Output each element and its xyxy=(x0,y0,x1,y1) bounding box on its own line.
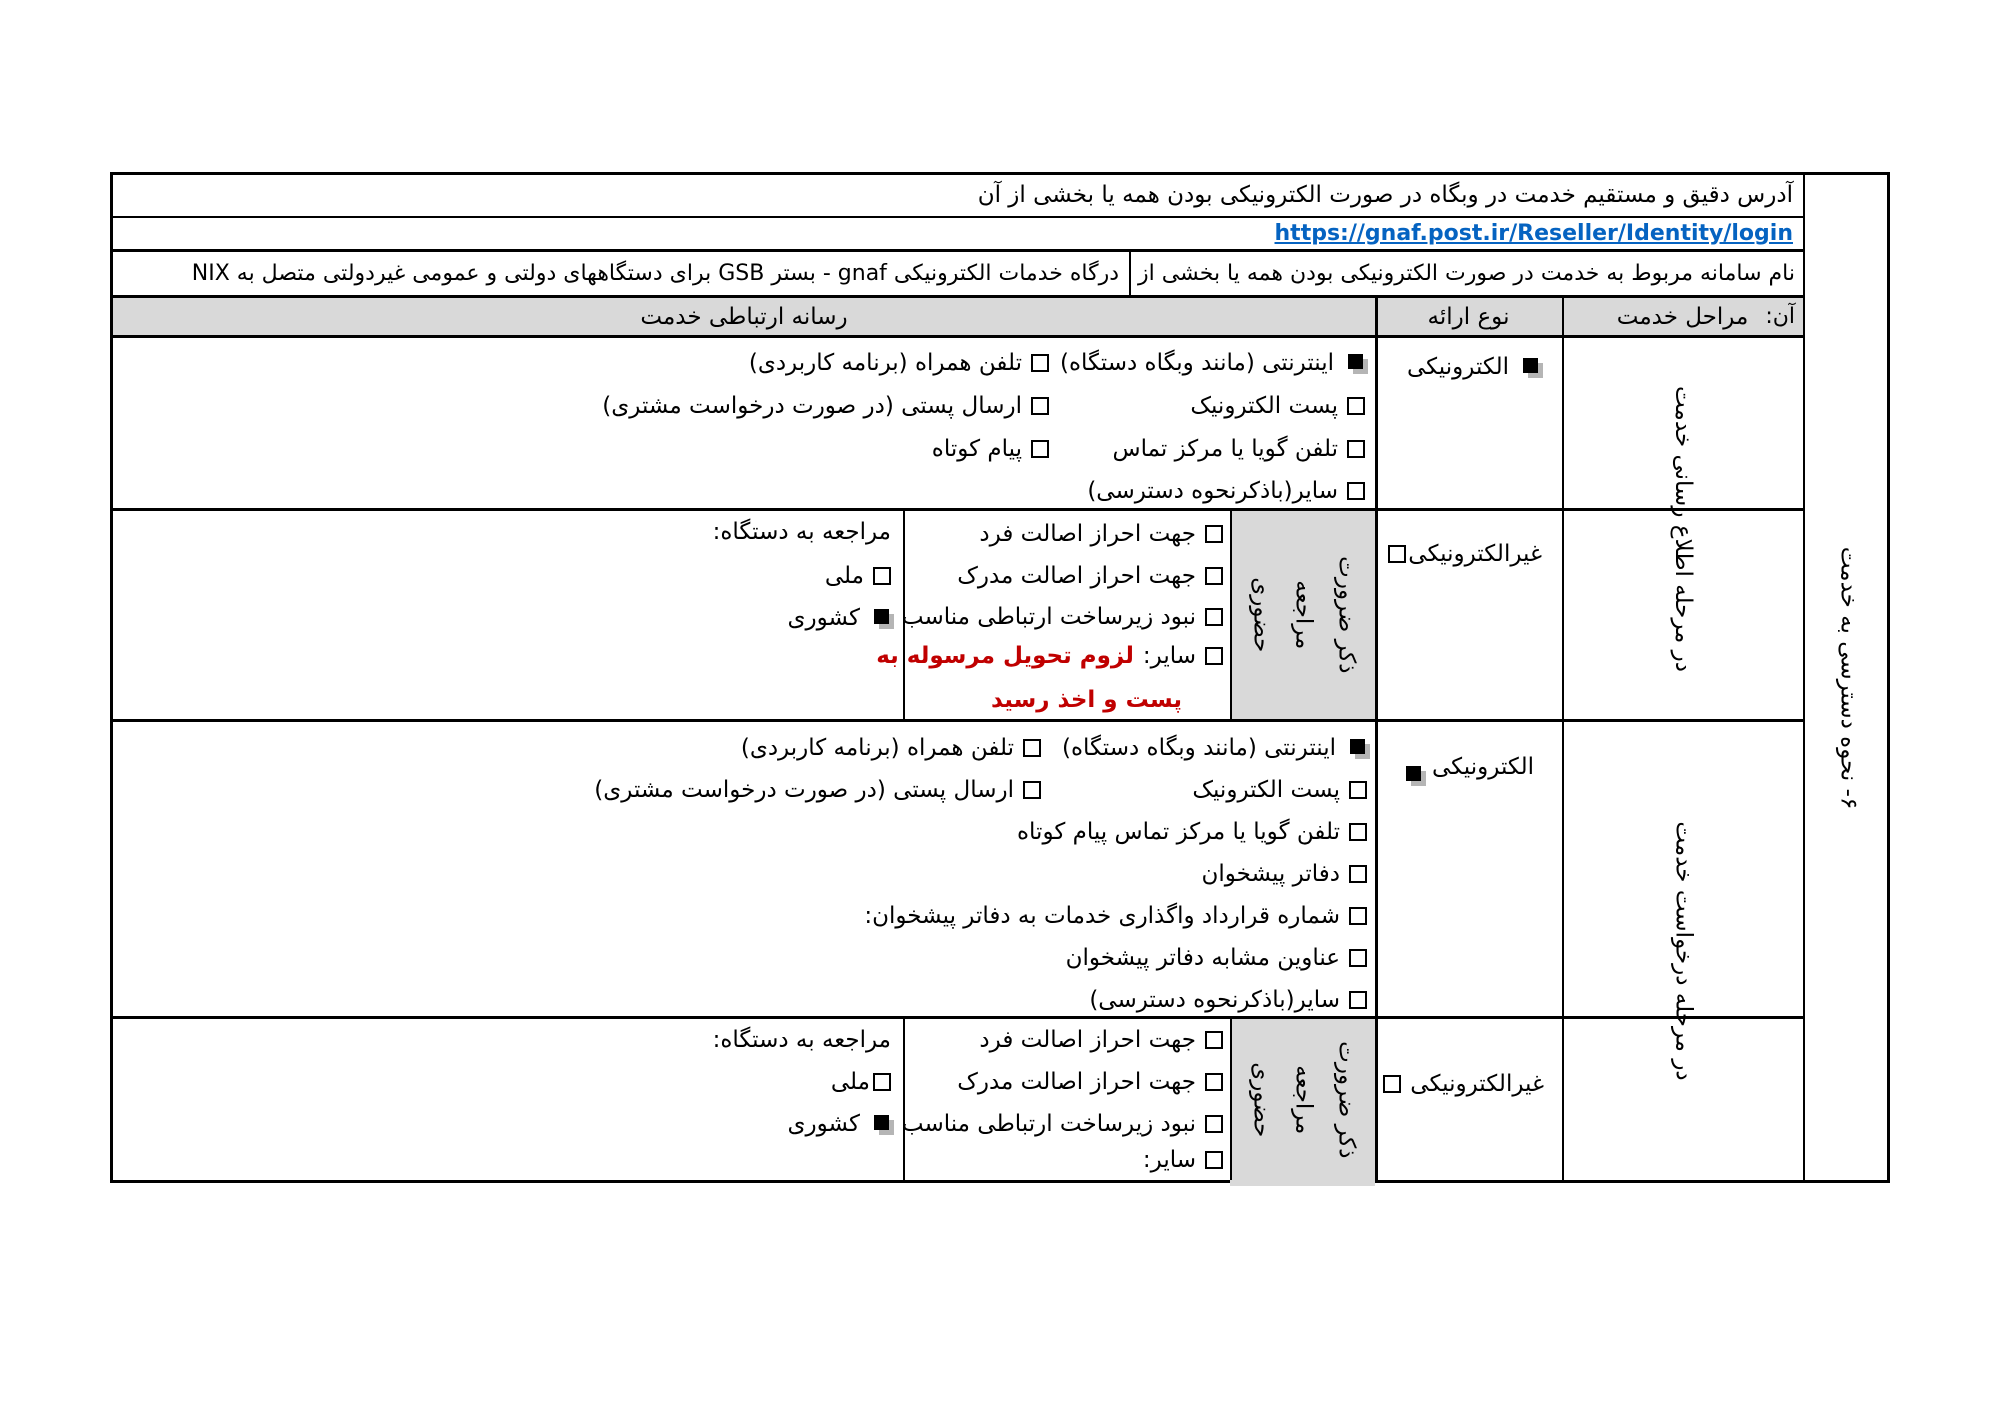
option-label: اینترنتی (مانند وبگاه دستگاه) xyxy=(1062,735,1336,761)
service-url-label: آدرس دقیق و مستقیم خدمت در وبگاه در صورت الکترونیکی بودن همه یا بخشی از آن xyxy=(977,182,1793,208)
checkbox-no-infrastructure[interactable] xyxy=(1205,1115,1223,1133)
type-cell-info-nonelectronic xyxy=(1378,511,1562,719)
option-label: پست الکترونیک xyxy=(1190,393,1338,419)
reason-label: جهت احراز اصالت فرد xyxy=(979,521,1196,547)
media-cell-info-electronic xyxy=(113,338,1375,508)
checkbox-identity-document[interactable] xyxy=(1205,1073,1223,1091)
checkbox-similar-offices[interactable] xyxy=(1349,949,1367,967)
checkbox-visit-national[interactable] xyxy=(873,567,891,585)
reasons-cell-request xyxy=(903,1019,1230,1180)
type-cell-info-electronic xyxy=(1378,338,1562,508)
checkbox-internet[interactable] xyxy=(1348,354,1363,369)
visit-cell-request xyxy=(113,1019,903,1180)
gray-reason-line1: ذکر ضرورت مراجعه xyxy=(1290,556,1360,674)
option-label: شماره قرارداد واگذاری خدمات به دفاتر پیشخوان: xyxy=(864,903,1340,929)
gray-reason-line2: حضوری xyxy=(1248,577,1275,653)
column-header-media: رسانه ارتباطی خدمت xyxy=(640,303,848,330)
type-cell-request-nonelectronic xyxy=(1378,1019,1562,1180)
checkbox-mobile-app[interactable] xyxy=(1031,354,1049,372)
visit-option-label: ملی xyxy=(830,1069,870,1095)
reason-label: جهت احراز اصالت مدرک xyxy=(957,563,1196,589)
checkbox-sms[interactable] xyxy=(1031,440,1049,458)
checkbox-request-electronic[interactable] xyxy=(1406,766,1421,781)
reason-label: نبود زیرساخت ارتباطی مناسب xyxy=(901,1111,1196,1137)
option-label: سایر(باذکرنحوه دسترسی) xyxy=(1089,987,1340,1013)
reason-label: جهت احراز اصالت مدرک xyxy=(957,1069,1196,1095)
option-label: دفاتر پیشخوان xyxy=(1201,861,1340,887)
media-cell-request-electronic xyxy=(113,722,1375,1016)
visit-cell-info xyxy=(113,511,903,719)
stage-info-label: در مرحله اطلاع رسانی خدمت xyxy=(1670,385,1697,672)
checkbox-visit-country[interactable] xyxy=(874,609,889,624)
service-access-table xyxy=(110,172,1890,1183)
checkbox-ivr-sms[interactable] xyxy=(1349,823,1367,841)
option-label: ارسال پستی (در صورت درخواست مشتری) xyxy=(602,393,1022,419)
system-name-label: نام سامانه مربوط به خدمت در صورت الکترونیکی بودن همه یا بخشی از آن: xyxy=(1138,261,1795,329)
stage-info-label-cell xyxy=(1564,338,1803,719)
option-label: عناوین مشابه دفاتر پیشخوان xyxy=(1065,945,1340,971)
option-label: تلفن گویا یا مرکز تماس پیام کوتاه xyxy=(1017,819,1340,845)
stage-request-label-cell xyxy=(1564,722,1803,1180)
type-label: الکترونیکی xyxy=(1406,354,1509,380)
visit-option-label: ملی xyxy=(824,563,864,589)
checkbox-identity-document[interactable] xyxy=(1205,567,1223,585)
option-label: تلفن همراه (برنامه کاربردی) xyxy=(740,735,1014,761)
checkbox-email[interactable] xyxy=(1347,397,1365,415)
type-label: غیرالکترونیکی xyxy=(1408,541,1542,567)
checkbox-no-infrastructure[interactable] xyxy=(1205,608,1223,626)
checkbox-contract-number[interactable] xyxy=(1349,907,1367,925)
service-url-link[interactable]: https://gnaf.post.ir/Reseller/Identity/login xyxy=(1274,221,1793,246)
checkbox-visit-country[interactable] xyxy=(874,1115,889,1130)
reason-other-value-line2: پست و اخذ رسید xyxy=(991,687,1182,713)
checkbox-identity-person[interactable] xyxy=(1205,1031,1223,1049)
system-name-value: درگاه خدمات الکترونیکی gnaf - بستر GSB برای دستگاههای دولتی و عمومی غیردولتی متصل به NIX xyxy=(191,261,1119,286)
column-header-stages: مراحل خدمت xyxy=(1616,303,1749,330)
option-label: تلفن همراه (برنامه کاربردی) xyxy=(748,350,1022,376)
section-6-access-label: ۶- نحوه دسترسی به خدمت xyxy=(1834,546,1861,809)
visit-option-label: کشوری xyxy=(787,1111,860,1137)
checkbox-visit-national[interactable] xyxy=(873,1073,891,1091)
checkbox-request-nonelectronic[interactable] xyxy=(1383,1075,1401,1093)
option-label: پیام کوتاه xyxy=(931,436,1022,462)
column-header-type: نوع ارائه xyxy=(1427,303,1510,330)
option-label: ارسال پستی (در صورت درخواست مشتری) xyxy=(594,777,1014,803)
type-cell-request-electronic xyxy=(1378,722,1562,1016)
checkbox-counter-offices[interactable] xyxy=(1349,865,1367,883)
reason-label: جهت احراز اصالت فرد xyxy=(979,1027,1196,1053)
reason-label: سایر: xyxy=(1142,1147,1196,1173)
checkbox-reason-other[interactable] xyxy=(1205,1151,1223,1169)
stage-request-label: در مرحله درخواست خدمت xyxy=(1670,821,1697,1081)
gray-reason-line1: ذکر ضرورت xyxy=(1333,1040,1360,1159)
gray-reason-header-request xyxy=(1232,1019,1375,1180)
reason-label: نبود زیرساخت ارتباطی مناسب xyxy=(901,604,1196,630)
reasons-cell-info xyxy=(876,511,1230,719)
option-label: تلفن گویا یا مرکز تماس xyxy=(1112,436,1338,462)
visit-title: مراجعه به دستگاه: xyxy=(712,1027,891,1053)
gray-reason-header-info xyxy=(1232,511,1375,719)
checkbox-identity-person[interactable] xyxy=(1205,525,1223,543)
checkbox-reason-other[interactable] xyxy=(1205,647,1223,665)
checkbox-info-nonelectronic[interactable] xyxy=(1388,545,1406,563)
checkbox-postal[interactable] xyxy=(1023,781,1041,799)
checkbox-postal[interactable] xyxy=(1031,397,1049,415)
section-6-access-label-cell xyxy=(1805,175,1891,1180)
option-label: پست الکترونیک xyxy=(1192,777,1340,803)
checkbox-info-electronic[interactable] xyxy=(1523,358,1538,373)
reason-other-value: لزوم تحویل مرسوله به xyxy=(876,643,1134,669)
option-label: اینترنتی (مانند وبگاه دستگاه) xyxy=(1060,350,1334,376)
checkbox-other[interactable] xyxy=(1349,991,1367,1009)
visit-title: مراجعه به دستگاه: xyxy=(712,519,891,545)
checkbox-email[interactable] xyxy=(1349,781,1367,799)
type-label: غیرالکترونیکی xyxy=(1410,1071,1544,1097)
visit-option-label: کشوری xyxy=(787,605,860,631)
checkbox-mobile-app[interactable] xyxy=(1023,739,1041,757)
checkbox-other[interactable] xyxy=(1347,482,1365,500)
reason-label: سایر: xyxy=(1142,643,1196,669)
type-label: الکترونیکی xyxy=(1431,754,1534,780)
option-label: سایر(باذکرنحوه دسترسی) xyxy=(1087,478,1338,504)
checkbox-ivr[interactable] xyxy=(1347,440,1365,458)
gray-reason-line2: مراجعه حضوری xyxy=(1248,1061,1317,1138)
checkbox-internet[interactable] xyxy=(1350,739,1365,754)
